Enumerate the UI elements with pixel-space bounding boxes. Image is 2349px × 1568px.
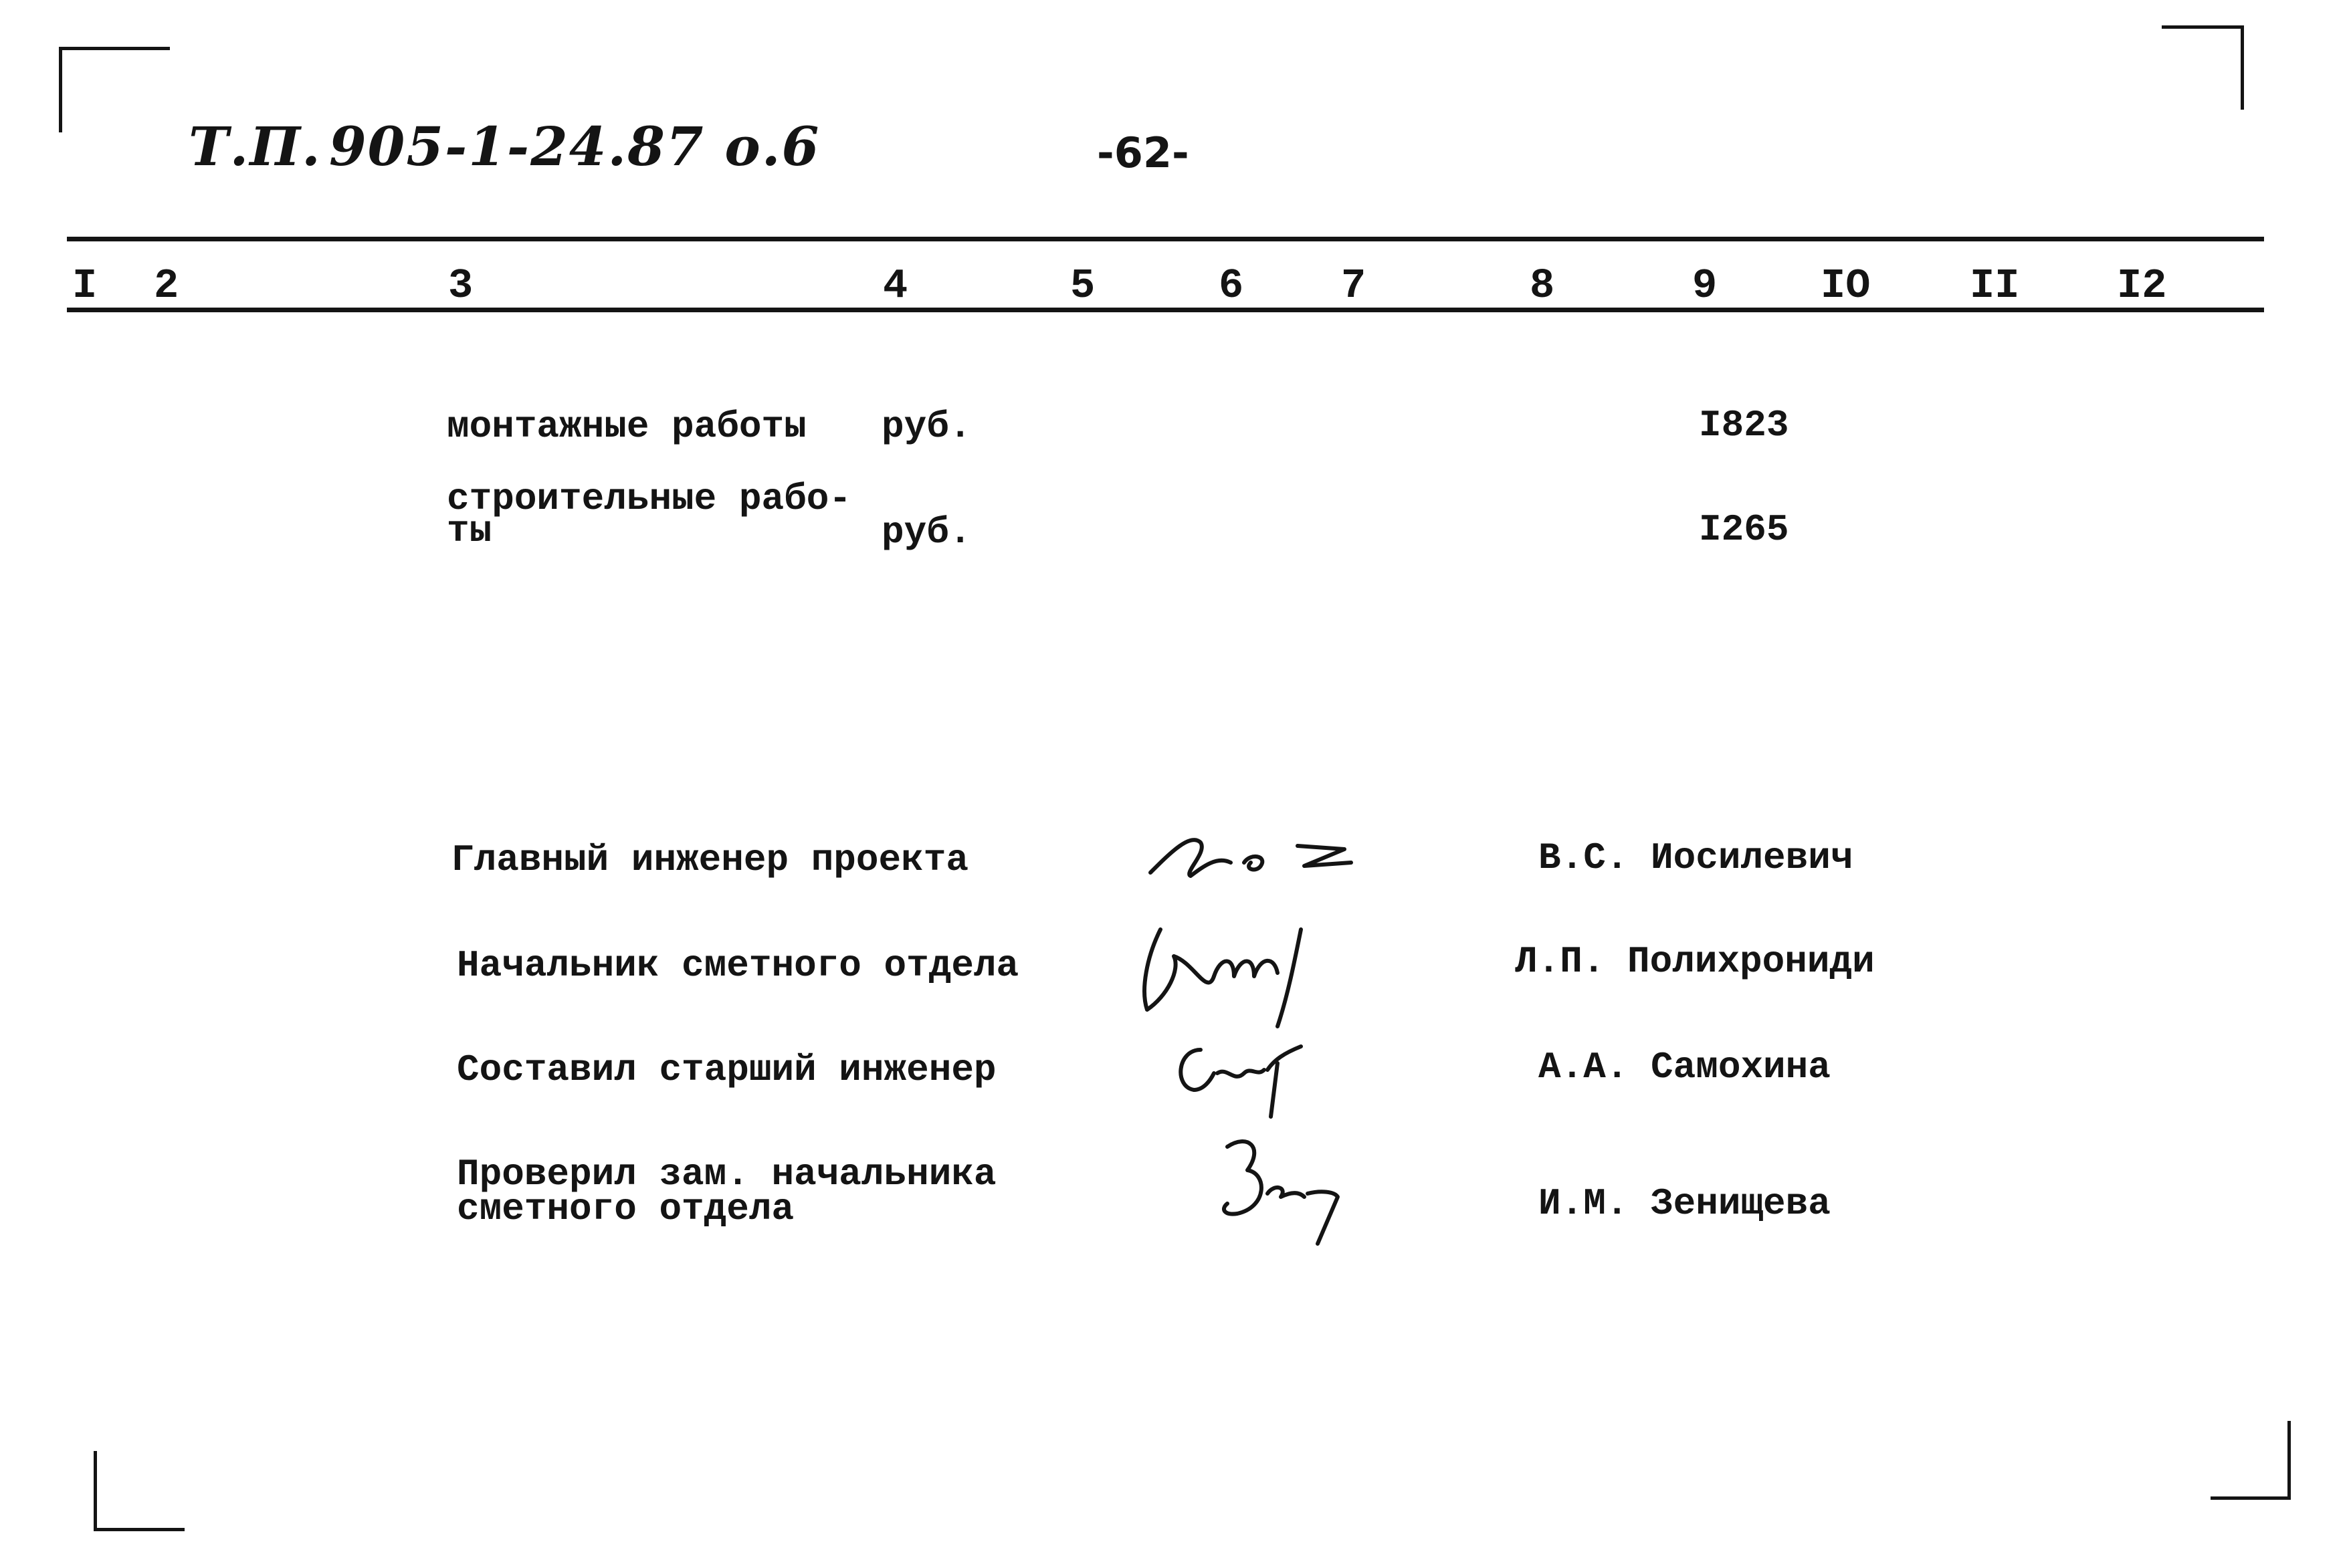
column-number: 5	[1070, 262, 1096, 310]
column-number: 7	[1341, 262, 1366, 310]
column-number: IO	[1821, 262, 1871, 310]
corner-mark-bottom-right-h	[2211, 1496, 2291, 1500]
signatory-role: Составил старший инженер	[457, 1048, 997, 1091]
corner-mark-top-right-v	[2241, 25, 2244, 110]
signature-1	[1144, 826, 1364, 903]
row-name-line1: строительные рабо-	[447, 477, 851, 520]
column-number: 3	[448, 262, 474, 310]
corner-mark-top-left-v	[59, 47, 62, 132]
column-number: 6	[1219, 262, 1244, 310]
corner-mark-top-left-h	[59, 47, 170, 50]
row-value: I823	[1699, 404, 1789, 447]
signatory-role: Главный инженер проекта	[451, 838, 968, 881]
column-number: II	[1970, 262, 2020, 310]
doc-code: 905-1-24.87 о.6	[329, 115, 821, 178]
signatory-role: Начальник сметного отдела	[457, 944, 1019, 987]
signatory-role-line2: сметного отдела	[457, 1188, 795, 1230]
column-number: 8	[1530, 262, 1555, 310]
header-rule-bottom	[67, 308, 2264, 312]
signatory-name: И.М. Зенищева	[1538, 1182, 1831, 1225]
row-name: монтажные работы	[447, 405, 807, 448]
column-number: I2	[2117, 262, 2167, 310]
header-rule-top	[67, 237, 2264, 241]
corner-mark-top-right-h	[2162, 25, 2244, 29]
column-number: I	[72, 262, 98, 310]
row-value: I265	[1699, 508, 1789, 551]
signatory-name: Л.П. Полихрониди	[1515, 940, 1875, 983]
signature-3	[1167, 1033, 1321, 1120]
column-number: 9	[1692, 262, 1718, 310]
corner-mark-bottom-left-v	[94, 1451, 97, 1531]
page-number: -62-	[1097, 128, 1189, 177]
signatory-name: В.С. Иосилевич	[1538, 836, 1853, 879]
signatory-name: А.А. Самохина	[1538, 1046, 1831, 1089]
signatory-role-line1: Проверил зам. начальника	[457, 1153, 997, 1196]
row-name-line2: ты	[447, 510, 492, 552]
signature-2	[1134, 916, 1334, 1030]
column-number: 4	[883, 262, 908, 310]
row-unit: руб.	[882, 405, 972, 448]
row-unit: руб.	[882, 511, 972, 554]
corner-mark-bottom-right-v	[2287, 1421, 2291, 1500]
doc-prefix: Т.П.	[189, 115, 322, 178]
corner-mark-bottom-left-h	[94, 1528, 185, 1531]
column-number: 2	[154, 262, 179, 310]
signature-4	[1201, 1130, 1354, 1247]
